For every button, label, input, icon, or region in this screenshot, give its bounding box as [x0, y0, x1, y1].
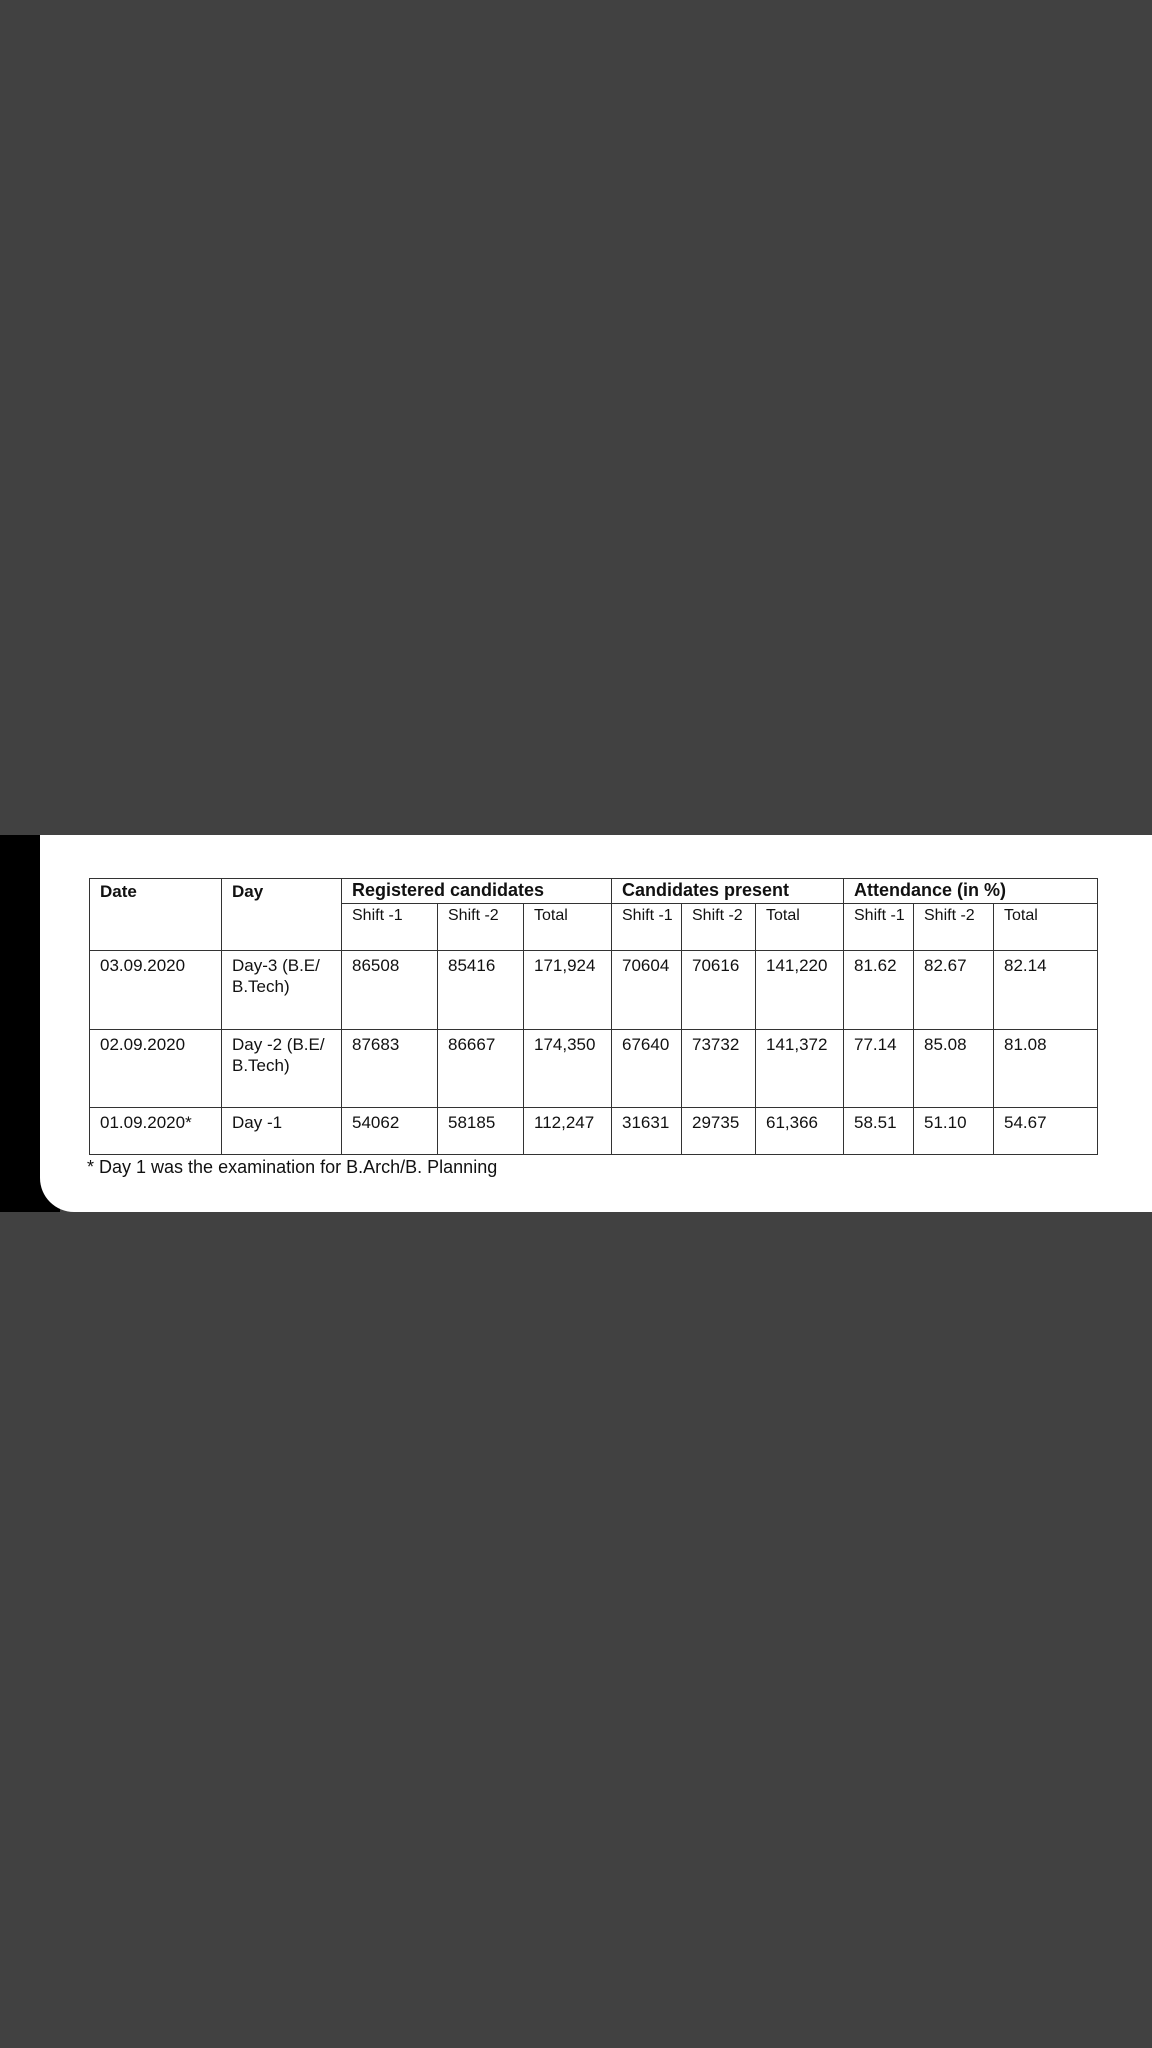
subheader-registered-shift1: Shift -1: [342, 904, 438, 951]
header-date: Date: [90, 879, 222, 951]
cell-registered-shift2: 86667: [438, 1029, 524, 1107]
cell-day: Day -2 (B.E/ B.Tech): [222, 1029, 342, 1107]
cell-date: 01.09.2020*: [90, 1108, 222, 1155]
cell-present-shift1: 67640: [612, 1029, 682, 1107]
cell-attendance-shift2: 85.08: [914, 1029, 994, 1107]
cell-present-total: 141,220: [756, 951, 844, 1029]
subheader-present-total: Total: [756, 904, 844, 951]
subheader-present-shift2: Shift -2: [682, 904, 756, 951]
cell-attendance-shift2: 51.10: [914, 1108, 994, 1155]
cell-attendance-total: 82.14: [994, 951, 1098, 1029]
cell-registered-total: 171,924: [524, 951, 612, 1029]
cell-present-shift1: 31631: [612, 1108, 682, 1155]
cell-registered-shift1: 87683: [342, 1029, 438, 1107]
subheader-registered-total: Total: [524, 904, 612, 951]
cell-present-total: 141,372: [756, 1029, 844, 1107]
document-image: [40, 835, 1152, 1212]
cell-registered-shift2: 58185: [438, 1108, 524, 1155]
header-present: Candidates present: [612, 879, 844, 904]
cell-present-shift2: 70616: [682, 951, 756, 1029]
cell-day: Day-3 (B.E/ B.Tech): [222, 951, 342, 1029]
table-row: [90, 1029, 1098, 1107]
header-attendance: Attendance (in %): [844, 879, 1098, 904]
subheader-attendance-shift1: Shift -1: [844, 904, 914, 951]
header-row: [90, 879, 1098, 904]
attendance-table: [89, 878, 1098, 1155]
cell-attendance-shift1: 58.51: [844, 1108, 914, 1155]
subheader-present-shift1: Shift -1: [612, 904, 682, 951]
cell-present-total: 61,366: [756, 1108, 844, 1155]
cell-registered-shift1: 54062: [342, 1108, 438, 1155]
cell-registered-total: 174,350: [524, 1029, 612, 1107]
header-day: Day: [222, 879, 342, 951]
cell-attendance-total: 54.67: [994, 1108, 1098, 1155]
cell-present-shift2: 29735: [682, 1108, 756, 1155]
subheader-registered-shift2: Shift -2: [438, 904, 524, 951]
table-row: [90, 1108, 1098, 1155]
cell-present-shift2: 73732: [682, 1029, 756, 1107]
header-registered: Registered candidates: [342, 879, 612, 904]
cell-day: Day -1: [222, 1108, 342, 1155]
subheader-attendance-shift2: Shift -2: [914, 904, 994, 951]
table-row: [90, 951, 1098, 1029]
cell-attendance-shift2: 82.67: [914, 951, 994, 1029]
cell-registered-total: 112,247: [524, 1108, 612, 1155]
cell-attendance-shift1: 77.14: [844, 1029, 914, 1107]
cell-attendance-shift1: 81.62: [844, 951, 914, 1029]
cell-date: 03.09.2020: [90, 951, 222, 1029]
cell-attendance-total: 81.08: [994, 1029, 1098, 1107]
cell-date: 02.09.2020: [90, 1029, 222, 1107]
footnote: * Day 1 was the examination for B.Arch/B. Planning: [87, 1157, 498, 1177]
cell-registered-shift1: 86508: [342, 951, 438, 1029]
cell-present-shift1: 70604: [612, 951, 682, 1029]
subheader-attendance-total: Total: [994, 904, 1098, 951]
cell-registered-shift2: 85416: [438, 951, 524, 1029]
